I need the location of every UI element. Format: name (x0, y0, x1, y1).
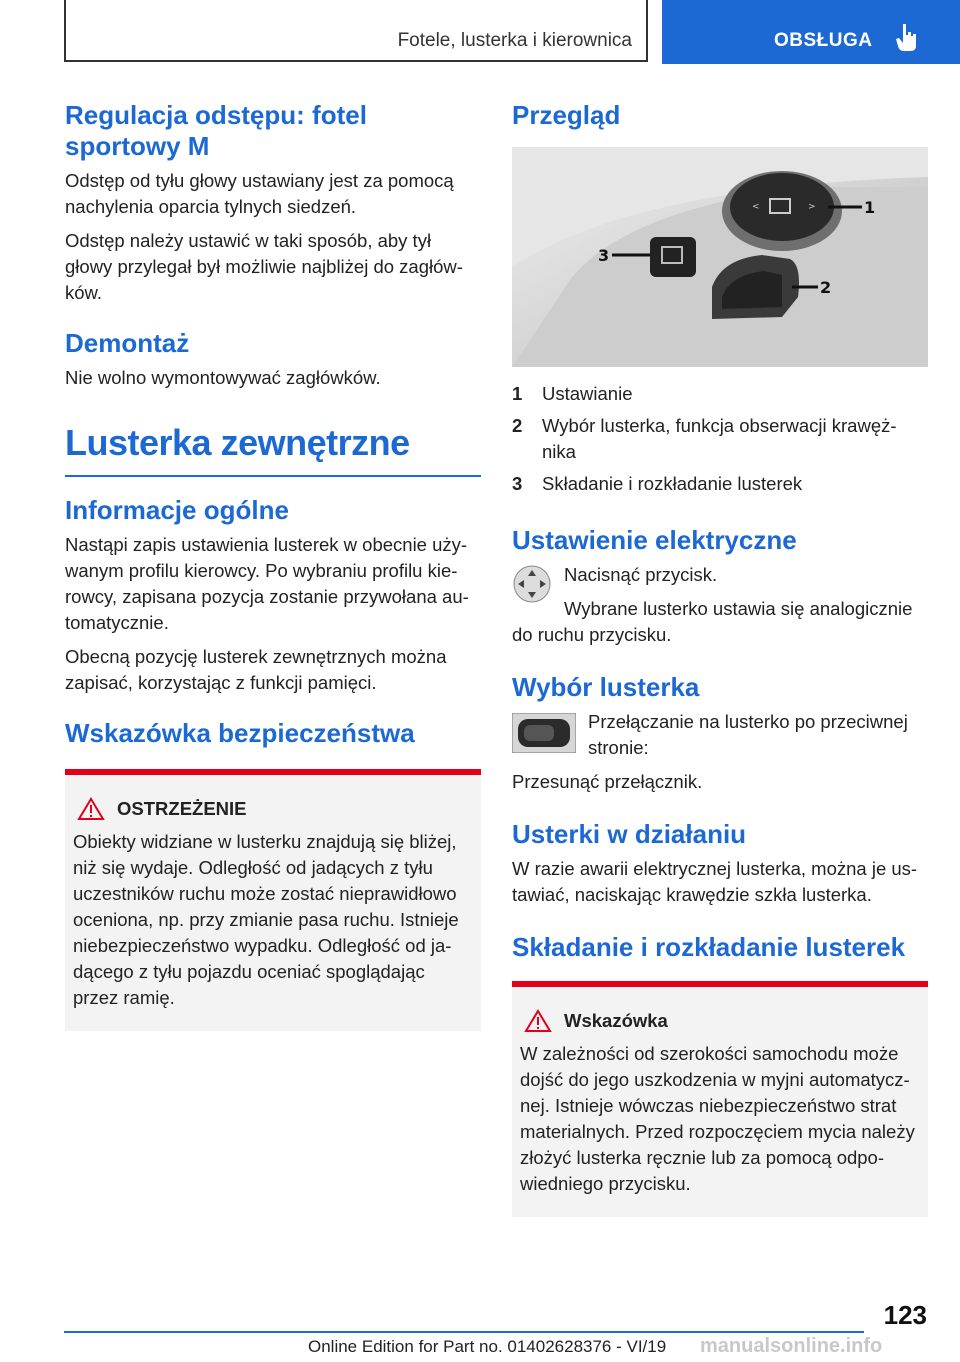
note-text: W zależności od szerokości samochodu może dojść do jego uszkodzenia w myjni automatycz-nej. Istnieje wówczas niebezpieczeństwo strat materialnych. Przed rozpoczęciem mycia należy złożyć lusterka ręcznie lub za pomocą odpo-wiedniego przycisku. (520, 1043, 915, 1194)
heading-safety: Wskazówka bezpieczeństwa (65, 718, 415, 748)
warning-triangle-icon (73, 797, 109, 821)
heading-overview: Przegląd (512, 100, 621, 130)
page-number: 123 (883, 1300, 927, 1330)
para-electric-1: Nacisnąć przycisk. (564, 564, 718, 585)
legend-item: 3 Składanie i rozkładanie lusterek (512, 473, 803, 494)
footer-watermark: manualsonline.info (700, 1335, 883, 1357)
select-block (512, 709, 928, 795)
footer-rule (64, 1331, 864, 1333)
warning-box (65, 775, 481, 1031)
heading-folding: Składanie i rozkładanie lusterek (512, 932, 906, 962)
para-select-1: Przełączanie na lusterko po przeciwnej stronie: (588, 711, 908, 758)
header-section-tab (662, 0, 960, 64)
heading-underline (65, 475, 481, 477)
mirror-selector-switch-icon (512, 713, 576, 753)
para-removal: Nie wolno wymontowywać zagłówków. (65, 367, 381, 388)
left-column (65, 100, 481, 1031)
heading-electric: Ustawienie elektryczne (512, 525, 797, 555)
para-general-1: Nastąpi zapis ustawienia lusterek w obecnie uży-wanym profilu kierowcy. Po wybraniu profilu kie-rowcy, zapisana pozycja zostanie przywołana au-tomatycznie. (65, 534, 469, 633)
svg-text:<: < (752, 202, 760, 212)
mirror-adjust-button-icon (512, 564, 552, 604)
pointing-hand-icon (894, 22, 920, 52)
header-chapter-box (64, 0, 648, 62)
electric-block (512, 562, 928, 648)
heading-general: Informacje ogólne (65, 495, 289, 525)
note-box (512, 987, 928, 1217)
callout-2: 2 (820, 278, 832, 297)
para-malfunction: W razie awarii elektrycznej lusterka, można je us-tawiać, naciskając krawędzie szkła lusterka. (512, 858, 918, 905)
legend-item: 2 Wybór lusterka, funkcja obserwacji krawęż-nika (512, 415, 897, 462)
warning-triangle-icon (520, 1009, 556, 1033)
note-header (520, 1009, 920, 1033)
warning-title: OSTRZEŻENIE (117, 798, 247, 819)
callout-1: 1 (864, 198, 876, 217)
heading-removal: Demontaż (65, 328, 190, 358)
right-column (512, 100, 928, 1217)
warning-text: Obiekty widziane w lusterku znajdują się bliżej, niż się wydaje. Odległość od jadących z tyłu uczestników ruchu może zostać nieprawidłowo oceniona, np. przy zmianie pasa ruchu. Istnieje niebezpieczeństwo wypadku. Odległość od ja-dącego z tyłu pojazdu oceniać spoglądając przez ramię. (73, 831, 459, 1008)
chapter-title: Fotele, lusterka i kierownica (397, 30, 632, 51)
para-select-2: Przesunąć przełącznik. (512, 771, 703, 792)
warning-header (73, 797, 473, 821)
callout-3: 3 (598, 246, 610, 265)
note-title: Wskazówka (564, 1010, 668, 1031)
section-label: OBSŁUGA (774, 30, 873, 51)
heading-spacing: Regulacja odstępu: fotel sportowy M (65, 100, 367, 161)
heading-mirrors: Lusterka zewnętrzne (65, 422, 410, 463)
para-spacing-2: Odstęp należy ustawić w taki sposób, aby tył głowy przylegał był możliwie najbliżej do zagłów-ków. (65, 230, 463, 303)
legend-item: 1 Ustawianie (512, 383, 633, 404)
para-electric-2: Wybrane lusterko ustawia się analogicznie do ruchu przycisku. (512, 598, 913, 645)
heading-select: Wybór lusterka (512, 672, 700, 702)
footer-edition: Online Edition for Part no. 01402628376 - VI/19 (308, 1337, 667, 1356)
para-spacing-1: Odstęp od tyłu głowy ustawiany jest za pomocą nachylenia oparcia tylnych siedzeń. (65, 170, 454, 217)
mirror-controls-photo (512, 147, 928, 367)
para-general-2: Obecną pozycję lusterek zewnętrznych można zapisać, korzystając z funkcji pamięci. (65, 646, 447, 693)
svg-text:>: > (808, 202, 816, 212)
heading-malfunction: Usterki w działaniu (512, 819, 747, 849)
